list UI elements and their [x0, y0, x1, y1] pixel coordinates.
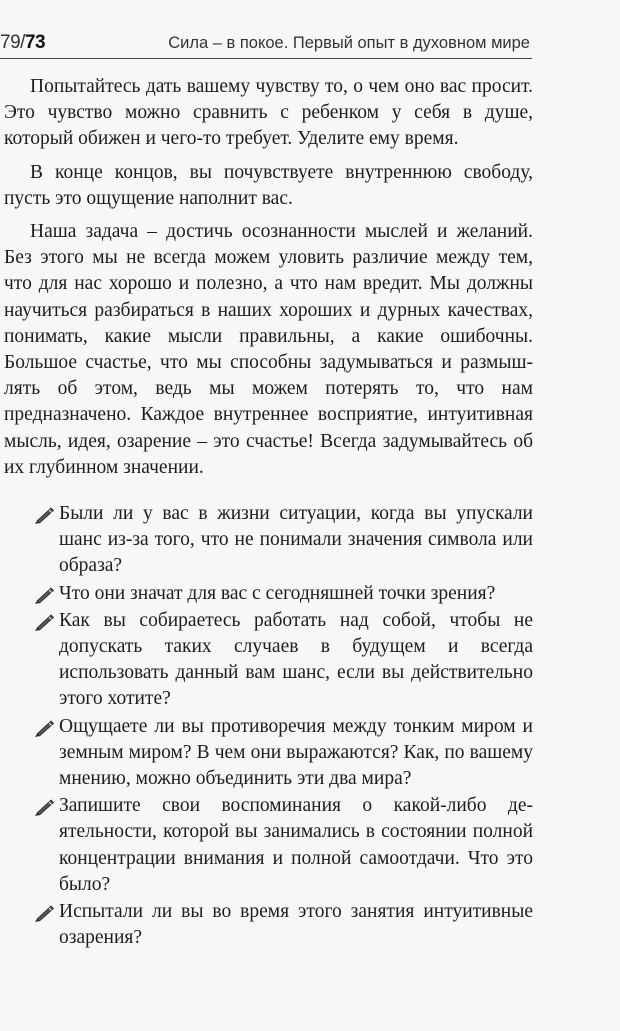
question-item: [4, 501, 533, 580]
page-number-prefix: 79/: [0, 32, 25, 53]
pencil-icon: [34, 717, 56, 737]
page-header: [0, 30, 532, 59]
question-item: [4, 899, 533, 951]
page-body: [4, 74, 533, 953]
paragraph: Наша задача – достичь осознанности мыслей и желаний. Без этого мы не всегда можем уловить различие между тем, что для нас хорошо и полезно, а что нам вредит. Мы должны научиться разбираться в наших хороших и дурных качествах, понимать, какие мысли правильны, а какие ошибочны. Большое счастье, что мы способны задумываться и размышлять об этом, ведь мы можем потерять то, что нам предназначено. Каждое внутреннее восприятие, интуитивная мысль, идея, озарение – это счастье! Всегда задумывайтесь об их глубинном значении.: [4, 221, 533, 478]
question-text: Запишите свои воспоминания о какой-либо деятельности, которой вы занимались в состоянии полной концентрации внимания и полной самоотдачи. Что это было?: [59, 795, 533, 895]
question-text: Ощущаете ли вы противоречия между тонким миром и земным миром? В чем они выражаются? Как, по вашему мнению, можно объединить эти два мира?: [59, 715, 533, 790]
running-title: Сила – в покое. Первый опыт в духовном мире: [168, 34, 530, 52]
page-number: [0, 32, 45, 54]
question-item: [4, 581, 533, 607]
pencil-icon: [34, 504, 56, 524]
paragraph: Попытайтесь дать вашему чувству то, о чем оно вас просит. Это чувство можно сравнить с ребенком у себя в душе, который обижен и чего-то требует. Уделите ему время.: [4, 76, 533, 150]
question-item: [4, 714, 533, 793]
pencil-icon: [34, 902, 56, 922]
question-list: [4, 501, 533, 951]
paragraph: В конце концов, вы почувствуете внутреннюю свободу, пусть это ощущение наполнит вас.: [4, 161, 533, 209]
question-text: Что они значат для вас с сегодняшней точки зрения?: [59, 582, 496, 604]
pencil-icon: [34, 584, 56, 604]
pencil-icon: [34, 611, 56, 631]
question-text: Были ли у вас в жизни ситуации, когда вы упускали шанс из-за того, что не понимали значения символа или образа?: [59, 503, 533, 577]
page-number-current: 73: [24, 32, 46, 53]
pencil-icon: [34, 796, 56, 816]
question-item: [4, 608, 533, 713]
question-text: Испытали ли вы во время этого занятия интуитивные озарения?: [59, 901, 533, 949]
question-item: [4, 793, 533, 898]
question-text: Как вы собираетесь работать над собой, чтобы не допускать таких случаев в будущем и всегда использовать данный вам шанс, если вы действительно этого хотите?: [59, 609, 533, 710]
